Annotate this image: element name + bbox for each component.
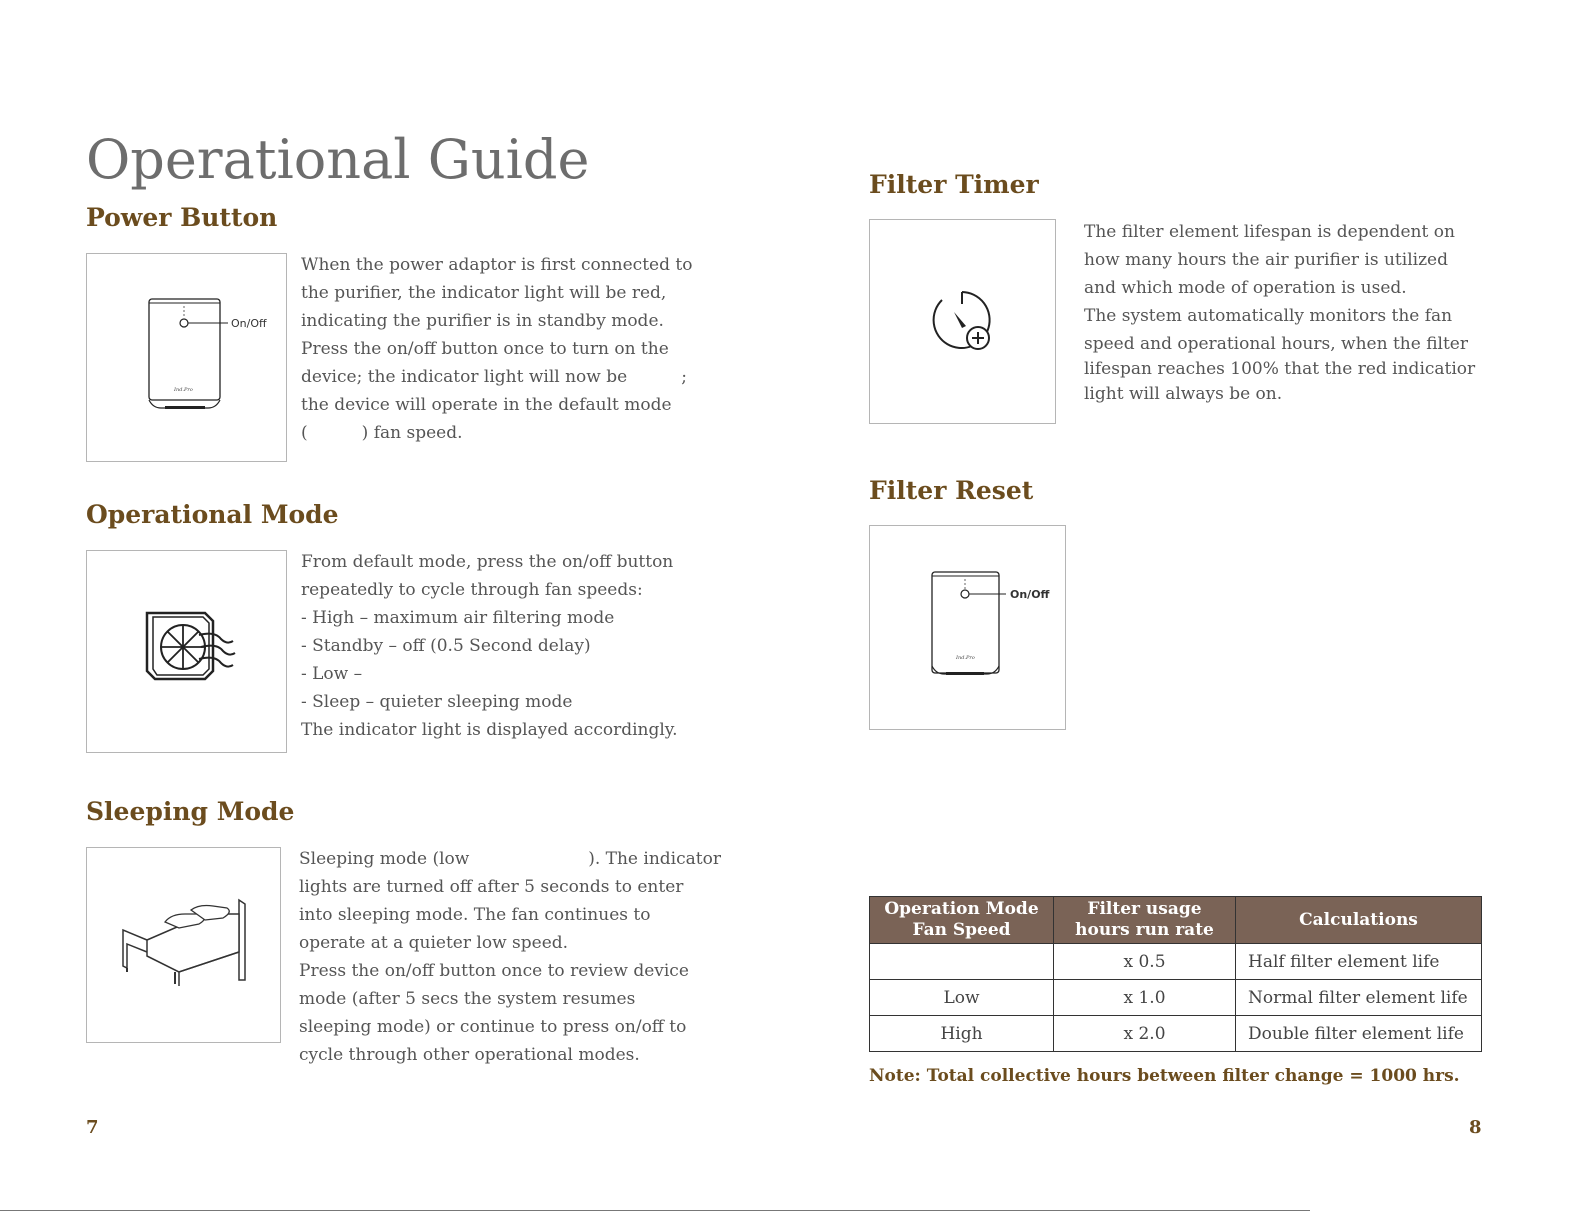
filter-timer-heading: Filter Timer bbox=[869, 170, 1039, 199]
sleeping-mode-heading: Sleeping Mode bbox=[86, 797, 295, 826]
filter-change-note: Note: Total collective hours between filter change = 1000 hrs. bbox=[869, 1066, 1460, 1086]
purifier-device-icon bbox=[87, 254, 286, 461]
filter-usage-table bbox=[869, 896, 1482, 1052]
page-number-right: 8 bbox=[1469, 1117, 1482, 1138]
power-button-heading: Power Button bbox=[86, 203, 278, 232]
page-divider bbox=[0, 1210, 1310, 1211]
filter-timer-illustration bbox=[869, 219, 1056, 424]
column-header-rate: Filter usage hours run rate bbox=[1054, 897, 1236, 944]
filter-reset-heading: Filter Reset bbox=[869, 476, 1034, 505]
svg-text:Ind.Pro: Ind.Pro bbox=[174, 387, 193, 393]
table-row: Low x 1.0 Normal filter element life bbox=[870, 980, 1482, 1016]
fan-icon bbox=[87, 551, 286, 752]
sleeping-mode-text: Sleeping mode (low ). The indicator lights are turned off after 5 seconds to enter into sleeping mode. The fan continues to operate at a quieter low speed. Press the on/off button once to review device mode (after 5 secs the system resumes sleeping mode) or continue to press on/off to cycle through other operational modes. bbox=[299, 849, 721, 1065]
timer-icon bbox=[870, 220, 1055, 423]
filter-timer-text: The filter element lifespan is dependent on how many hours the air purifier is utilized and which mode of operation is used. The system automatically monitors the fan speed and operational hours, when the filter lifespan reaches 100% that the red indicatior light will always be on. bbox=[1084, 222, 1476, 404]
page-title: Operational Guide bbox=[86, 128, 590, 191]
on-off-label: On/Off bbox=[1010, 588, 1050, 601]
bed-icon bbox=[87, 848, 280, 1042]
operational-mode-illustration bbox=[86, 550, 287, 753]
purifier-device-icon bbox=[870, 526, 1065, 729]
operational-mode-text: From default mode, press the on/off button repeatedly to cycle through fan speeds: - High – maximum air filtering mode - Standby – off (0.5 Second delay) - Low – - Sleep – quieter sleeping mode The indicator light is displayed accordingly. bbox=[301, 552, 678, 740]
filter-reset-illustration bbox=[869, 525, 1066, 730]
column-header-calculations: Calculations bbox=[1236, 897, 1482, 944]
power-button-illustration bbox=[86, 253, 287, 462]
svg-text:Ind.Pro: Ind.Pro bbox=[956, 655, 975, 661]
sleeping-mode-illustration bbox=[86, 847, 281, 1043]
column-header-mode: Operation Mode Fan Speed bbox=[870, 897, 1054, 944]
on-off-label: On/Off bbox=[231, 317, 267, 330]
power-button-text: When the power adaptor is first connected to the purifier, the indicator light will be red, indicating the purifier is in standby mode. Press the on/off button once to turn on the device; the indicator light will now be ; the device will operate in the default mode ( ) fan speed. bbox=[301, 255, 693, 443]
operational-mode-heading: Operational Mode bbox=[86, 500, 339, 529]
table-row: High x 2.0 Double filter element life bbox=[870, 1016, 1482, 1052]
page-number-left: 7 bbox=[86, 1117, 99, 1138]
table-row: x 0.5 Half filter element life bbox=[870, 944, 1482, 980]
